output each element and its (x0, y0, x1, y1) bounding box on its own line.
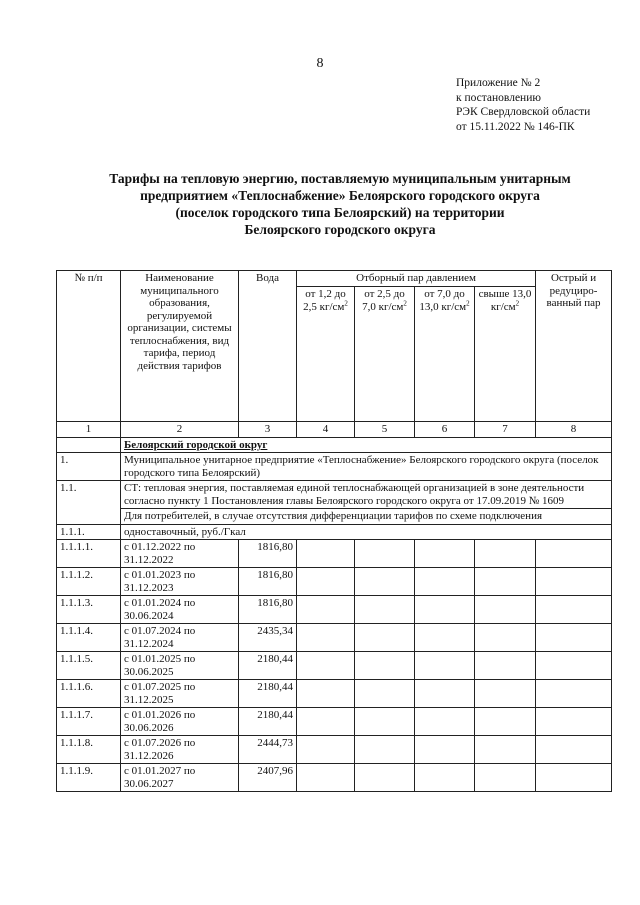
unit-power: 2 (403, 298, 407, 307)
rate-value: 2407,96 (239, 764, 297, 792)
unit-power: 2 (344, 298, 348, 307)
header-steam-group: Отборный пар давлением (297, 271, 536, 287)
rate-num: 1.1.1.3. (57, 596, 121, 624)
header-name: Наименование муниципального образования, регулируемой организации, системы теплоснабжения, вид тарифа, период действия тарифов (121, 271, 239, 422)
table-row (57, 764, 612, 792)
title-line: Тарифы на тепловую энергию, поставляемую муниципальным унитарным (109, 171, 571, 186)
rate-value: 1816,80 (239, 596, 297, 624)
pressure-range: от 2,5 до 7,0 (362, 288, 405, 313)
row-text: одноставочный, руб./Гкал (121, 524, 612, 540)
col-number: 1 (57, 422, 121, 438)
table-row (57, 624, 612, 652)
consumers-note: Для потребителей, в случае отсутствия дифференциации тарифов по схеме подключения (121, 509, 612, 525)
col-number: 4 (297, 422, 355, 438)
table-row (57, 652, 612, 680)
table-row (57, 509, 612, 525)
pressure-range: от 1,2 до 2,5 (303, 288, 346, 313)
header-pressure-3 (415, 287, 475, 422)
rate-num: 1.1.1.4. (57, 624, 121, 652)
pressure-unit: кг/см (441, 300, 467, 313)
header-sharp-steam: Острый и редуциро-ванный пар (536, 271, 612, 422)
row-text: СТ: тепловая энергия, поставляемая единой теплоснабжающей организацией в зоне деятельности согласно пункту 1 Постановления главы Белоярского городского округа от 17.09.2019 № 1609 (121, 481, 612, 509)
appendix-line: от 15.11.2022 № 146-ПК (456, 120, 575, 133)
table-row (57, 736, 612, 764)
rate-period: с 01.01.2027 по 30.06.2027 (121, 764, 239, 792)
page-number: 8 (316, 56, 324, 71)
header-pressure-2 (355, 287, 415, 422)
rate-period: с 01.01.2025 по 30.06.2025 (121, 652, 239, 680)
section-title: Белоярский городской округ (121, 437, 612, 453)
rate-period: с 01.01.2026 по 30.06.2026 (121, 708, 239, 736)
header-pressure-4 (475, 287, 536, 422)
section-row (57, 437, 612, 453)
table-row (57, 708, 612, 736)
col-number: 7 (475, 422, 536, 438)
rate-value: 1816,80 (239, 568, 297, 596)
row-num: 1. (57, 453, 121, 481)
table-header-row (57, 271, 612, 287)
rate-period: с 01.07.2024 по 31.12.2024 (121, 624, 239, 652)
rate-value: 2444,73 (239, 736, 297, 764)
table-row (57, 453, 612, 481)
title-line: Белоярского городского округа (244, 222, 436, 237)
rate-period: с 01.01.2023 по 31.12.2023 (121, 568, 239, 596)
rate-num: 1.1.1.6. (57, 680, 121, 708)
row-num: 1.1.1. (57, 524, 121, 540)
pressure-unit: кг/см (490, 300, 516, 313)
header-num: № п/п (57, 271, 121, 422)
rate-period: с 01.07.2026 по 31.12.2026 (121, 736, 239, 764)
appendix-line: РЭК Свердловской области (456, 106, 591, 118)
document-title (60, 170, 620, 238)
pressure-range: свыше 13,0 (478, 288, 532, 300)
table-row (57, 481, 612, 509)
col-number: 8 (536, 422, 612, 438)
rate-num: 1.1.1.9. (57, 764, 121, 792)
table-row (57, 540, 612, 568)
rate-value: 2180,44 (239, 680, 297, 708)
column-numbers-row (57, 422, 612, 438)
row-num: 1.1. (57, 481, 121, 525)
table-row (57, 524, 612, 540)
header-pressure-1 (297, 287, 355, 422)
rate-num: 1.1.1.7. (57, 708, 121, 736)
pressure-unit: кг/см (378, 300, 404, 313)
row-text: Муниципальное унитарное предприятие «Теплоснабжение» Белоярского городского округа (поселок городского типа Белоярский) (121, 453, 612, 481)
table-row (57, 680, 612, 708)
unit-power: 2 (515, 298, 520, 307)
rate-num: 1.1.1.8. (57, 736, 121, 764)
col-number: 5 (355, 422, 415, 438)
unit-power: 2 (466, 298, 470, 307)
pressure-range: от 7,0 до 13,0 (419, 288, 465, 313)
rate-value: 2435,34 (239, 624, 297, 652)
pressure-unit: кг/см (319, 300, 345, 313)
title-line: предприятием «Теплоснабжение» Белоярского городского округа (140, 188, 540, 203)
rate-period: с 01.12.2022 по 31.12.2022 (121, 540, 239, 568)
rate-num: 1.1.1.5. (57, 652, 121, 680)
header-water: Вода (239, 271, 297, 422)
col-number: 2 (121, 422, 239, 438)
rate-period: с 01.01.2024 по 30.06.2024 (121, 596, 239, 624)
rate-period: с 01.07.2025 по 31.12.2025 (121, 680, 239, 708)
rate-value: 2180,44 (239, 708, 297, 736)
table-row (57, 596, 612, 624)
rate-value: 2180,44 (239, 652, 297, 680)
col-number: 6 (415, 422, 475, 438)
rate-num: 1.1.1.2. (57, 568, 121, 596)
rate-num: 1.1.1.1. (57, 540, 121, 568)
appendix-block (456, 76, 590, 134)
appendix-line: к постановлению (456, 91, 541, 104)
col-number: 3 (239, 422, 297, 438)
tariffs-table (56, 270, 612, 792)
appendix-line: Приложение № 2 (456, 77, 541, 89)
title-line: (поселок городского типа Белоярский) на территории (175, 205, 505, 220)
table-row (57, 568, 612, 596)
rate-value: 1816,80 (239, 540, 297, 568)
